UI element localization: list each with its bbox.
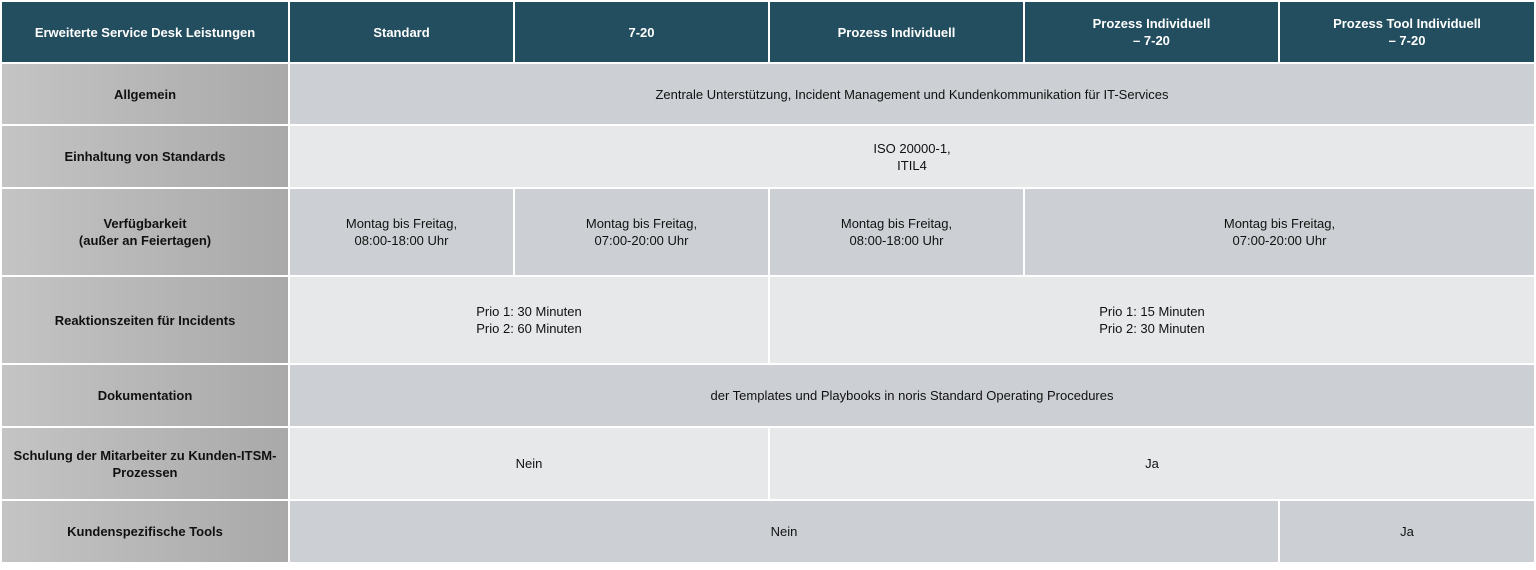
row-label-allgemein: Allgemein: [2, 64, 288, 124]
row-label-dokumentation: Dokumentation: [2, 365, 288, 426]
cell-schulung-left: Nein: [290, 428, 768, 499]
header-cell-7-20: 7-20: [515, 2, 768, 62]
cell-tools-right: Ja: [1280, 501, 1534, 562]
header-cell-prozess-tool-individuell-7-20: Prozess Tool Individuell – 7-20: [1280, 2, 1534, 62]
header-cell-standard: Standard: [290, 2, 513, 62]
cell-verfuegbarkeit-7-20: Montag bis Freitag, 07:00-20:00 Uhr: [515, 189, 768, 275]
cell-reaktionszeiten-left: Prio 1: 30 Minuten Prio 2: 60 Minuten: [290, 277, 768, 363]
cell-verfuegbarkeit-prozess-7-20: Montag bis Freitag, 07:00-20:00 Uhr: [1025, 189, 1534, 275]
cell-reaktionszeiten-right: Prio 1: 15 Minuten Prio 2: 30 Minuten: [770, 277, 1534, 363]
cell-tools-left: Nein: [290, 501, 1278, 562]
cell-dokumentation-value: der Templates und Playbooks in noris Standard Operating Procedures: [290, 365, 1534, 426]
cell-verfuegbarkeit-prozess: Montag bis Freitag, 08:00-18:00 Uhr: [770, 189, 1023, 275]
cell-allgemein-value: Zentrale Unterstützung, Incident Management und Kundenkommunikation für IT-Services: [290, 64, 1534, 124]
row-label-reaktionszeiten: Reaktionszeiten für Incidents: [2, 277, 288, 363]
row-label-verfuegbarkeit: Verfügbarkeit (außer an Feiertagen): [2, 189, 288, 275]
row-label-standards: Einhaltung von Standards: [2, 126, 288, 187]
cell-standards-value: ISO 20000-1, ITIL4: [290, 126, 1534, 187]
cell-schulung-right: Ja: [770, 428, 1534, 499]
header-cell-prozess-individuell-7-20: Prozess Individuell – 7-20: [1025, 2, 1278, 62]
header-cell-prozess-individuell: Prozess Individuell: [770, 2, 1023, 62]
header-cell-leistungen: Erweiterte Service Desk Leistungen: [2, 2, 288, 62]
cell-verfuegbarkeit-standard: Montag bis Freitag, 08:00-18:00 Uhr: [290, 189, 513, 275]
row-label-tools: Kundenspezifische Tools: [2, 501, 288, 562]
row-label-schulung: Schulung der Mitarbeiter zu Kunden-ITSM- Prozessen: [2, 428, 288, 499]
